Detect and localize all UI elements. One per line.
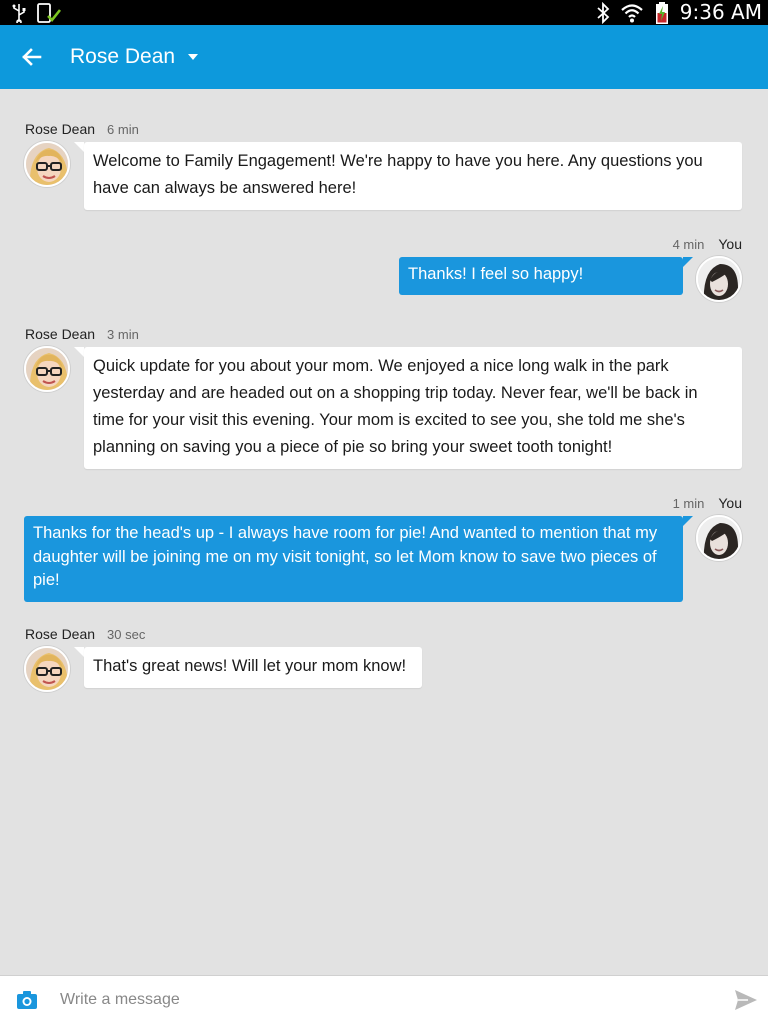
message-meta: [673, 495, 742, 511]
message-meta: [25, 626, 145, 642]
message-bubble: [24, 516, 683, 602]
avatar[interactable]: [24, 646, 70, 692]
message-text: Welcome to Family Engagement! We're happy to have you here. Any questions you have can always be answered here!: [93, 152, 703, 197]
user-avatar-icon: [698, 517, 742, 561]
sender-name: Rose Dean: [25, 626, 96, 642]
sender-name: Rose Dean: [25, 326, 96, 342]
message-list[interactable]: [0, 89, 768, 975]
conversation-title-dropdown[interactable]: [70, 25, 199, 89]
message-text: Thanks! I feel so happy!: [408, 265, 584, 283]
sender-name: You: [718, 236, 742, 252]
arrow-left-icon[interactable]: [18, 43, 46, 71]
avatar[interactable]: [696, 256, 742, 302]
status-bar: [0, 0, 768, 25]
message-composer: [0, 975, 768, 1024]
sender-name: You: [718, 495, 742, 511]
avatar[interactable]: [24, 141, 70, 187]
page-title: Rose Dean: [70, 45, 176, 68]
message-time: 30 sec: [107, 627, 146, 642]
bubble-tail: [74, 142, 84, 152]
clock: 9:36 AM: [679, 0, 762, 24]
camera-icon[interactable]: [16, 990, 38, 1010]
rose-dean-avatar-icon: [26, 348, 70, 392]
bubble-tail: [74, 347, 84, 357]
user-avatar-icon: [698, 258, 742, 302]
message-bubble: [84, 347, 742, 469]
message-bubble: [399, 257, 683, 295]
message-bubble: [84, 647, 422, 688]
download-complete-icon: [36, 2, 62, 24]
message-meta: [25, 121, 139, 137]
bubble-tail: [74, 647, 84, 657]
avatar[interactable]: [696, 515, 742, 561]
wifi-icon: [620, 2, 644, 24]
message-bubble: [84, 142, 742, 210]
message-time: 4 min: [672, 237, 705, 252]
bubble-tail: [683, 257, 693, 267]
message-time: 6 min: [107, 122, 139, 137]
avatar[interactable]: [24, 346, 70, 392]
message-input[interactable]: [60, 986, 700, 1014]
bubble-tail: [683, 516, 693, 526]
message-text: That's great news! Will let your mom know!: [93, 657, 407, 675]
message-text: Quick update for you about your mom. We enjoyed a nice long walk in the park yesterday and are headed out on a shopping trip today. Never fear, we'll be back in time for your visit this evening. Your mom is excited to see you, she told me she's planning on saving you a piece of pie so bring your sweet tooth tonight!: [93, 357, 698, 456]
caret-down-icon: [187, 53, 199, 61]
send-icon[interactable]: [734, 989, 758, 1011]
battery-charging-icon: [654, 1, 670, 25]
rose-dean-avatar-icon: [26, 648, 70, 692]
bluetooth-icon: [596, 2, 610, 24]
usb-icon: [12, 3, 26, 23]
message-time: 1 min: [672, 496, 705, 511]
message-text: Thanks for the head's up - I always have room for pie! And wanted to mention that my daughter will be joining me on my visit tonight, so let Mom know to save two pieces of pie!: [33, 524, 658, 589]
rose-dean-avatar-icon: [26, 143, 70, 187]
app-bar: [0, 25, 768, 89]
message-time: 3 min: [107, 327, 139, 342]
message-meta: [25, 326, 139, 342]
sender-name: Rose Dean: [25, 121, 96, 137]
message-meta: [673, 236, 742, 252]
